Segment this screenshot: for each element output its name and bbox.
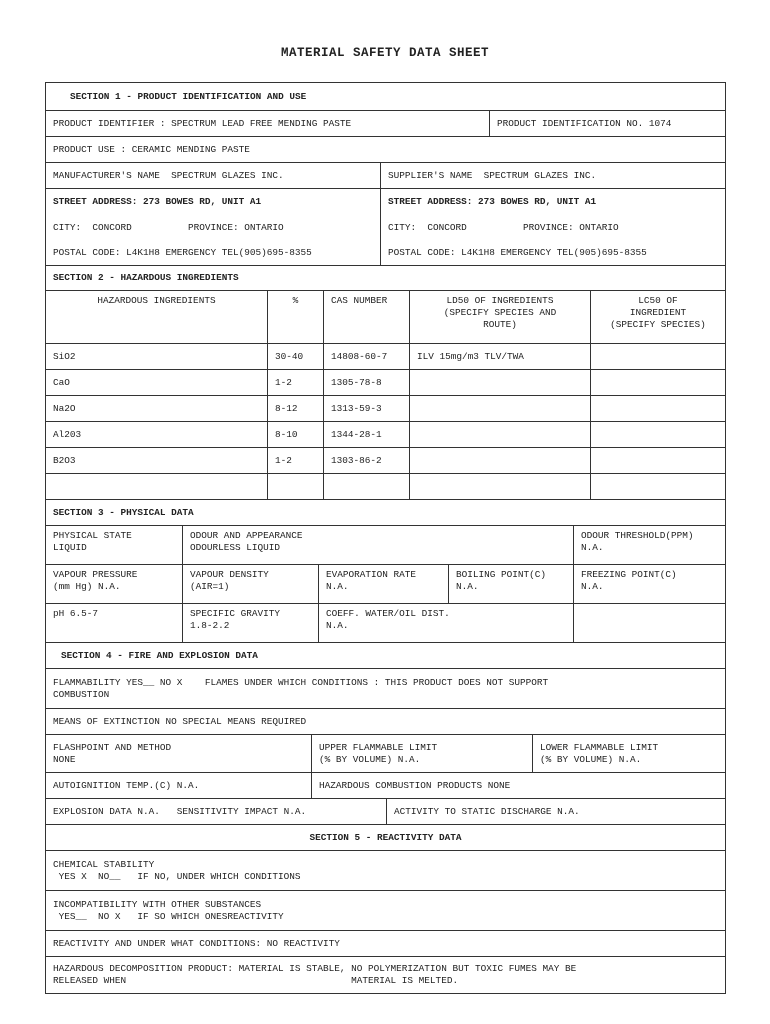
ingredient-name: CaO [53,376,70,388]
ingredient-name [46,474,267,499]
ingredient-ld50 [409,422,590,447]
ingredient-cas: 1313-59-3 [323,396,409,421]
ingredient-ld50 [409,448,590,473]
header-percent: % [267,291,323,343]
supplier-street: STREET ADDRESS: 273 BOWES RD, UNIT A1 [388,196,597,207]
ingredient-lc50 [590,344,725,369]
ingredient-percent: 30-40 [267,344,323,369]
means-of-extinction: MEANS OF EXTINCTION NO SPECIAL MEANS REQUIRED [53,715,307,727]
ingredient-name: B2O3 [53,454,76,466]
ingredient-lc50 [590,448,725,473]
ingredient-lc50 [590,396,725,421]
physical-state: PHYSICAL STATE LIQUID [53,530,132,553]
static-discharge: ACTIVITY TO STATIC DISCHARGE N.A. [386,799,725,824]
combustion-products: HAZARDOUS COMBUSTION PRODUCTS NONE [311,773,725,798]
product-use-row [46,136,725,162]
manufacturer-city: CITY: CONCORD PROVINCE: ONTARIO [53,222,284,233]
header-ld50: LD50 OF INGREDIENTS (SPECIFY SPECIES AND ROUTE) [409,291,590,343]
manufacturer-address [46,189,380,265]
ph-value: pH 6.5-7 [53,608,99,619]
odour-appearance: ODOUR AND APPEARANCE ODOURLESS LIQUID [182,526,573,564]
physical-state-row [46,525,725,564]
manufacturer-row [46,162,725,188]
ingredient-row [46,447,725,473]
odour-threshold: ODOUR THRESHOLD(PPM) N.A. [573,526,725,564]
section-1-heading-row [46,83,725,110]
header-cas-number: CAS NUMBER [323,291,409,343]
section-2-heading: SECTION 2 - HAZARDOUS INGREDIENTS [53,272,239,283]
ingredient-percent [267,474,323,499]
chemical-stability: CHEMICAL STABILITY YES X NO__ IF NO, UNDER WHICH CONDITIONS [53,858,301,882]
supplier-name: SUPPLIER'S NAME SPECTRUM GLAZES INC. [380,163,725,188]
decomposition-product: HAZARDOUS DECOMPOSITION PRODUCT: MATERIAL IS STABLE, NO POLYMERIZATION BUT TOXIC FUMES MAY BE RELEASED WHEN MATERIAL IS MELTED. [53,963,577,986]
section-5-heading-row [46,824,725,850]
lower-flammable-limit: LOWER FLAMMABLE LIMIT (% BY VOLUME) N.A. [532,735,725,772]
vapour-pressure: VAPOUR PRESSURE (mm Hg) N.A. [53,569,138,592]
flammability-row [46,668,725,708]
ingredient-lc50 [590,474,725,499]
explosion-row [46,798,725,824]
ingredient-cas: 1344-28-1 [323,422,409,447]
product-use: PRODUCT USE : CERAMIC MENDING PASTE [53,143,250,155]
ingredient-ld50: ILV 15mg/m3 TLV/TWA [409,344,590,369]
boiling-point: BOILING POINT(C) N.A. [448,565,573,603]
evaporation-rate: EVAPORATION RATE N.A. [318,565,448,603]
manufacturer-postal: POSTAL CODE: L4K1H8 EMERGENCY TEL(905)695-8355 [53,247,312,258]
ingredient-row [46,421,725,447]
ingredient-percent: 1-2 [267,448,323,473]
flashpoint: FLASHPOINT AND METHOD NONE [53,741,172,765]
product-identification-number: PRODUCT IDENTIFICATION NO. 1074 [489,111,725,136]
section-5-heading: SECTION 5 - REACTIVITY DATA [309,831,462,843]
section-4-heading-row [46,642,725,668]
header-hazardous-ingredients: HAZARDOUS INGREDIENTS [97,295,216,306]
ingredient-ld50 [409,396,590,421]
ingredient-name: Al203 [53,428,82,440]
ingredient-name: SiO2 [53,350,76,362]
reactivity: REACTIVITY AND UNDER WHAT CONDITIONS: NO REACTIVITY [53,937,340,949]
section-4-heading: SECTION 4 - FIRE AND EXPLOSION DATA [61,649,258,661]
empty-cell [573,604,725,642]
supplier-city: CITY: CONCORD PROVINCE: ONTARIO [388,222,619,233]
autoignition-row [46,772,725,798]
ingredient-row [46,395,725,421]
section-1-heading: SECTION 1 - PRODUCT IDENTIFICATION AND USE [70,90,307,102]
flashpoint-row [46,734,725,772]
vapour-density: VAPOUR DENSITY (AIR=1) [182,565,318,603]
ingredient-ld50 [409,474,590,499]
section-3-heading: SECTION 3 - PHYSICAL DATA [53,506,194,518]
decomposition-row [46,956,725,993]
section-3-heading-row [46,499,725,525]
upper-flammable-limit: UPPER FLAMMABLE LIMIT (% BY VOLUME) N.A. [311,735,532,772]
address-block [46,188,725,265]
ingredient-name: Na2O [53,402,76,414]
specific-gravity: SPECIFIC GRAVITY 1.8-2.2 [182,604,318,642]
ingredient-lc50 [590,370,725,395]
incompatibility: INCOMPATIBILITY WITH OTHER SUBSTANCES YES__ NO X IF SO WHICH ONESREACTIVITY [53,898,284,922]
product-identifier: PRODUCT IDENTIFIER : SPECTRUM LEAD FREE MENDING PASTE [53,117,352,129]
header-lc50: LC50 OF INGREDIENT (SPECIFY SPECIES) [590,291,725,343]
vapour-row [46,564,725,603]
ingredient-row [46,473,725,499]
flammability: FLAMMABILITY YES__ NO X FLAMES UNDER WHICH CONDITIONS : THIS PRODUCT DOES NOT SUPPORT COMBUSTION [53,676,549,700]
extinction-row [46,708,725,734]
ingredient-cas: 1303-86-2 [323,448,409,473]
ingredient-row [46,343,725,369]
ingredient-cas [323,474,409,499]
msds-form [45,82,726,994]
manufacturer-name: MANUFACTURER'S NAME SPECTRUM GLAZES INC. [53,169,284,181]
manufacturer-street: STREET ADDRESS: 273 BOWES RD, UNIT A1 [53,196,262,207]
product-identifier-row [46,110,725,136]
ingredient-percent: 8-10 [267,422,323,447]
document-title: MATERIAL SAFETY DATA SHEET [280,46,490,60]
ingredients-header-row [46,290,725,343]
ingredient-percent: 1-2 [267,370,323,395]
ingredient-cas: 14808-60-7 [323,344,409,369]
ingredient-lc50 [590,422,725,447]
ingredient-percent: 8-12 [267,396,323,421]
autoignition-temp: AUTOIGNITION TEMP.(C) N.A. [53,779,200,791]
coeff-water-oil: COEFF. WATER/OIL DIST. N.A. [318,604,573,642]
supplier-postal: POSTAL CODE: L4K1H8 EMERGENCY TEL(905)695-8355 [388,247,647,258]
ph-row [46,603,725,642]
ingredient-cas: 1305-78-8 [323,370,409,395]
ingredient-row [46,369,725,395]
explosion-data: EXPLOSION DATA N.A. SENSITIVITY IMPACT N.A. [53,805,307,817]
reactivity-row [46,930,725,956]
chemical-stability-row [46,850,725,890]
freezing-point: FREEZING POINT(C) N.A. [573,565,725,603]
ingredient-ld50 [409,370,590,395]
incompatibility-row [46,890,725,930]
section-2-heading-row [46,265,725,290]
supplier-address [380,189,725,265]
